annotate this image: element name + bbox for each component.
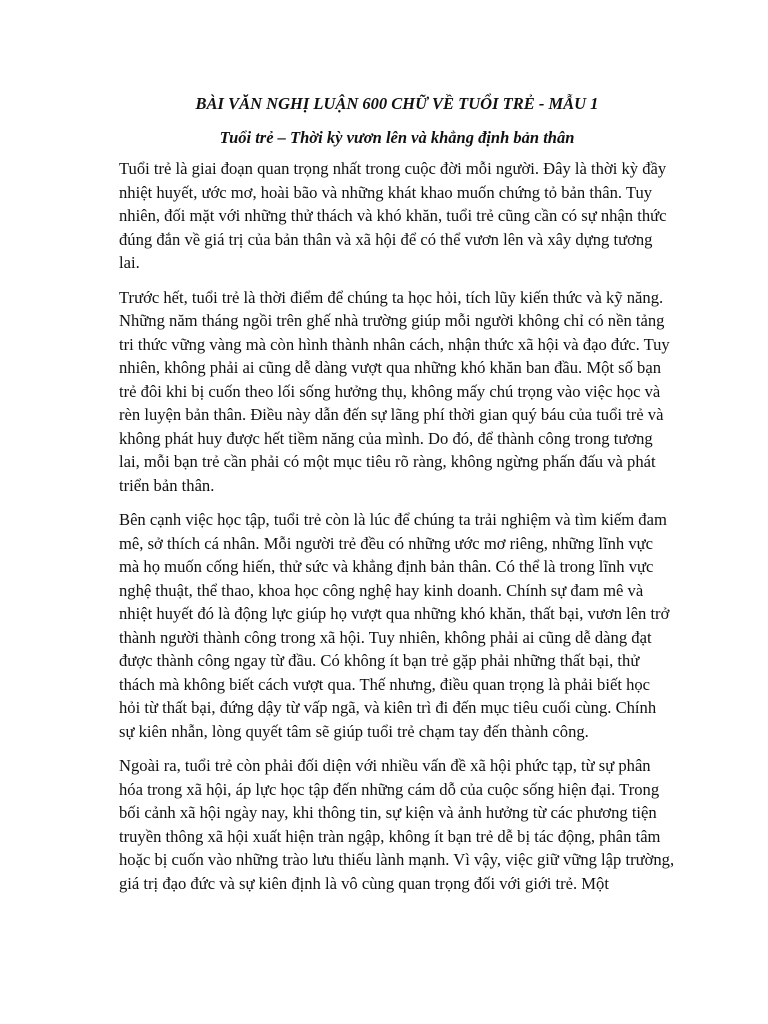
document-page — [119, 92, 675, 895]
document-title: BÀI VĂN NGHỊ LUẬN 600 CHỮ VỀ TUỔI TRẺ - MẪU 1 — [195, 94, 599, 113]
document-subtitle: Tuổi trẻ – Thời kỳ vươn lên và khẳng định bản thân — [219, 128, 575, 147]
paragraph-learning: Trước hết, tuổi trẻ là thời điểm để chúng ta học hỏi, tích lũy kiến thức và kỹ năng. Những năm tháng ngồi trên ghế nhà trường giúp mỗi người không chỉ có nền tảng tri thức vững vàng mà còn hình thành nhân cách, nhận thức xã hội và đạo đức. Tuy nhiên, không phải ai cũng dễ dàng vượt qua những khó khăn ban đầu. Một số bạn trẻ đôi khi bị cuốn theo lối sống hưởng thụ, không mấy chú trọng vào việc học và rèn luyện bản thân. Điều này dẫn đến sự lãng phí thời gian quý báu của tuổi trẻ và không phát huy được hết tiềm năng của mình. Do đó, để thành công trong tương lai, mỗi bạn trẻ cần phải có một mục tiêu rõ ràng, không ngừng phấn đấu và phát triển bản thân. — [119, 287, 670, 495]
paragraph-intro: Tuổi trẻ là giai đoạn quan trọng nhất trong cuộc đời mỗi người. Đây là thời kỳ đầy nhiệt huyết, ước mơ, hoài bão và những khát khao muốn chứng tỏ bản thân. Tuy nhiên, đối mặt với những thử thách và khó khăn, tuổi trẻ cũng cần có sự nhận thức đúng đắn về giá trị của bản thân và xã hội để có thể vươn lên và xây dựng tương lai. — [119, 159, 667, 272]
paragraph-social-issues: Ngoài ra, tuổi trẻ còn phải đối diện với nhiều vấn đề xã hội phức tạp, từ sự phân hóa trong xã hội, áp lực học tập đến những cám dỗ của cuộc sống hiện đại. Trong bối cảnh xã hội ngày nay, khi thông tin, sự kiện và ảnh hưởng từ các phương tiện truyền thông xã hội xuất hiện tràn ngập, không ít bạn trẻ dễ bị tác động, phân tâm hoặc bị cuốn vào những trào lưu thiếu lành mạnh. Vì vậy, việc giữ vững lập trường, giá trị đạo đức và sự kiên định là vô cùng quan trọng đối với giới trẻ. Một — [119, 756, 675, 893]
paragraph-passion: Bên cạnh việc học tập, tuổi trẻ còn là lúc để chúng ta trải nghiệm và tìm kiếm đam mê, sở thích cá nhân. Mỗi người trẻ đều có những ước mơ riêng, những lĩnh vực mà họ muốn cống hiến, thử sức và khẳng định bản thân. Có thể là trong lĩnh vực nghệ thuật, thể thao, khoa học công nghệ hay kinh doanh. Chính sự đam mê và nhiệt huyết đó là động lực giúp họ vượt qua những khó khăn, thất bại, vươn lên trở thành người thành công trong xã hội. Tuy nhiên, không phải ai cũng dễ dàng đạt được thành công ngay từ đầu. Có không ít bạn trẻ gặp phải những thất bại, thử thách mà không biết cách vượt qua. Thế nhưng, điều quan trọng là phải biết học hỏi từ thất bại, đứng dậy từ vấp ngã, và kiên trì đi đến mục tiêu cuối cùng. Chính sự kiên nhẫn, lòng quyết tâm sẽ giúp tuổi trẻ chạm tay đến thành công. — [119, 510, 670, 741]
